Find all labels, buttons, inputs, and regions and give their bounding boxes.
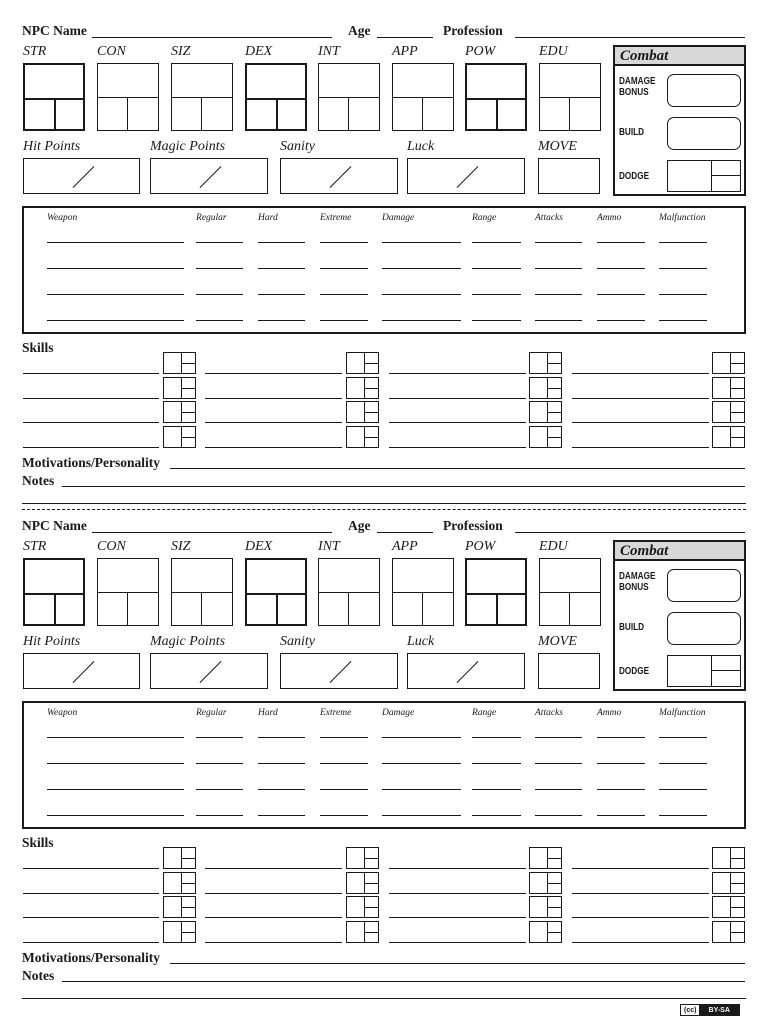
slash-divider — [72, 661, 94, 683]
stat-label: APP — [392, 44, 418, 59]
skill-value-box[interactable] — [529, 847, 562, 869]
weapon-cell-input[interactable] — [47, 775, 184, 790]
skill-name-input[interactable] — [389, 854, 526, 869]
motivations-input[interactable] — [170, 949, 745, 964]
skill-name-input[interactable] — [572, 879, 709, 894]
motivations-input[interactable] — [170, 454, 745, 469]
npc-name-label: NPC Name — [22, 518, 87, 533]
weapon-cell-input[interactable] — [597, 801, 645, 816]
weapon-column-header: Malfunction — [659, 708, 706, 718]
weapon-cell-input[interactable] — [196, 801, 243, 816]
notes-input[interactable] — [62, 472, 745, 487]
weapon-cell-input[interactable] — [659, 723, 707, 738]
stat-label: DEX — [245, 539, 273, 554]
weapon-cell-input[interactable] — [320, 775, 368, 790]
stat-label: INT — [318, 539, 340, 554]
damage-bonus-label — [619, 571, 655, 593]
skill-name-input[interactable] — [389, 928, 526, 943]
weapon-cell-input[interactable] — [597, 306, 645, 321]
motivations-label: Motivations/Personality — [22, 950, 160, 965]
profession-input[interactable] — [515, 23, 745, 38]
skill-name-input[interactable] — [205, 433, 342, 448]
dodge-box[interactable] — [667, 655, 741, 687]
combat-panel — [613, 540, 746, 691]
derived-label: MOVE — [538, 139, 577, 154]
weapon-column-header: Malfunction — [659, 213, 706, 223]
stat-box[interactable] — [171, 63, 233, 131]
weapon-cell-input[interactable] — [47, 254, 184, 269]
skill-value-box[interactable] — [529, 352, 562, 374]
weapon-column-header: Attacks — [535, 213, 563, 223]
weapon-cell-input[interactable] — [258, 228, 305, 243]
weapon-cell-input[interactable] — [597, 749, 645, 764]
weapon-column-header: Ammo — [597, 708, 622, 718]
derived-label: Magic Points — [150, 634, 226, 649]
stat-box[interactable] — [97, 63, 159, 131]
weapon-cell-input[interactable] — [472, 254, 521, 269]
derived-label: Sanity — [280, 139, 315, 154]
stat-box[interactable] — [392, 63, 454, 131]
skill-value-box[interactable] — [346, 377, 379, 399]
weapon-cell-input[interactable] — [320, 228, 368, 243]
skill-value-box[interactable] — [712, 847, 745, 869]
derived-box[interactable] — [23, 158, 140, 194]
skill-name-input[interactable] — [572, 854, 709, 869]
cc-logo-icon: (cc) — [684, 1006, 697, 1014]
weapon-column-header: Regular — [196, 213, 227, 223]
skill-name-input[interactable] — [205, 384, 342, 399]
skill-name-input[interactable] — [389, 384, 526, 399]
stat-box[interactable] — [318, 558, 380, 626]
stat-box[interactable] — [245, 63, 307, 131]
stat-label: DEX — [245, 44, 273, 59]
cc-license-badge — [680, 1004, 740, 1016]
skill-name-input[interactable] — [23, 903, 159, 918]
skill-value-box[interactable] — [346, 872, 379, 894]
skill-value-box[interactable] — [712, 872, 745, 894]
weapon-cell-input[interactable] — [659, 306, 707, 321]
weapon-cell-input[interactable] — [47, 801, 184, 816]
skill-name-input[interactable] — [572, 384, 709, 399]
stat-label: EDU — [539, 539, 568, 554]
skill-value-box[interactable] — [346, 352, 379, 374]
skill-value-box[interactable] — [529, 377, 562, 399]
build-box[interactable] — [667, 612, 741, 645]
damage-bonus-line2: BONUS — [619, 582, 649, 593]
weapon-cell-input[interactable] — [196, 723, 243, 738]
damage-bonus-label — [619, 76, 655, 98]
stat-label: EDU — [539, 44, 568, 59]
dodge-label: DODGE — [619, 666, 650, 677]
derived-label: Luck — [407, 634, 435, 649]
skill-value-box[interactable] — [163, 921, 196, 943]
weapon-cell-input[interactable] — [47, 749, 184, 764]
derived-box[interactable] — [407, 158, 525, 194]
weapon-column-header: Hard — [258, 213, 278, 223]
weapon-cell-input[interactable] — [382, 723, 461, 738]
profession-label: Profession — [443, 518, 503, 533]
derived-box[interactable] — [150, 653, 268, 689]
skill-value-box[interactable] — [163, 352, 196, 374]
weapon-cell-input[interactable] — [382, 749, 461, 764]
weapon-column-header: Extreme — [320, 213, 352, 223]
age-input[interactable] — [377, 518, 433, 533]
weapon-cell-input[interactable] — [258, 306, 305, 321]
weapon-cell-input[interactable] — [472, 775, 521, 790]
weapon-cell-input[interactable] — [382, 775, 461, 790]
weapon-cell-input[interactable] — [472, 280, 521, 295]
skill-value-box[interactable] — [163, 872, 196, 894]
derived-label: Sanity — [280, 634, 315, 649]
weapon-cell-input[interactable] — [320, 723, 368, 738]
derived-box[interactable] — [280, 653, 398, 689]
footer-rule — [22, 998, 746, 999]
stat-label: STR — [23, 44, 47, 59]
combat-title: Combat — [615, 542, 744, 561]
skill-name-input[interactable] — [205, 879, 342, 894]
weapon-cell-input[interactable] — [196, 280, 243, 295]
skill-name-input[interactable] — [23, 384, 159, 399]
skill-value-box[interactable] — [712, 401, 745, 423]
weapon-cell-input[interactable] — [472, 723, 521, 738]
slash-divider — [457, 166, 479, 188]
derived-box[interactable] — [23, 653, 140, 689]
stat-label: INT — [318, 44, 340, 59]
skill-name-input[interactable] — [389, 359, 526, 374]
damage-bonus-box[interactable] — [667, 569, 741, 602]
skills-label: Skills — [22, 340, 54, 355]
skill-value-box[interactable] — [346, 426, 379, 448]
weapon-column-header: Regular — [196, 708, 227, 718]
skill-value-box[interactable] — [346, 401, 379, 423]
weapon-column-header: Damage — [382, 708, 415, 718]
weapon-cell-input[interactable] — [659, 228, 707, 243]
weapon-cell-input[interactable] — [659, 749, 707, 764]
skill-value-box[interactable] — [712, 352, 745, 374]
notes-label: Notes — [22, 968, 55, 983]
skill-name-input[interactable] — [389, 433, 526, 448]
weapon-column-header: Hard — [258, 708, 278, 718]
weapon-cell-input[interactable] — [382, 801, 461, 816]
stat-box[interactable] — [539, 63, 601, 131]
weapon-column-header: Damage — [382, 213, 415, 223]
weapon-cell-input[interactable] — [258, 280, 305, 295]
damage-bonus-box[interactable] — [667, 74, 741, 107]
stat-box[interactable] — [465, 558, 527, 626]
skill-name-input[interactable] — [572, 359, 709, 374]
skill-value-box[interactable] — [163, 896, 196, 918]
stat-label: POW — [465, 539, 496, 554]
weapon-cell-input[interactable] — [472, 306, 521, 321]
damage-bonus-line2: BONUS — [619, 87, 649, 98]
slash-divider — [330, 661, 352, 683]
weapon-cell-input[interactable] — [597, 280, 645, 295]
npc-sheet-1 — [0, 0, 768, 500]
skill-value-box[interactable] — [163, 401, 196, 423]
derived-box[interactable] — [538, 158, 600, 194]
weapon-cell-input[interactable] — [196, 228, 243, 243]
skill-name-input[interactable] — [572, 433, 709, 448]
weapon-cell-input[interactable] — [47, 280, 184, 295]
profession-input[interactable] — [515, 518, 745, 533]
skill-value-box[interactable] — [163, 426, 196, 448]
skill-value-box[interactable] — [529, 872, 562, 894]
skill-name-input[interactable] — [23, 433, 159, 448]
weapon-cell-input[interactable] — [258, 723, 305, 738]
stat-label: SIZ — [171, 44, 191, 59]
stat-box[interactable] — [392, 558, 454, 626]
weapon-cell-input[interactable] — [659, 801, 707, 816]
weapon-cell-input[interactable] — [472, 801, 521, 816]
weapon-cell-input[interactable] — [659, 775, 707, 790]
skill-name-input[interactable] — [572, 903, 709, 918]
slash-divider — [457, 661, 479, 683]
weapon-cell-input[interactable] — [535, 280, 582, 295]
weapon-cell-input[interactable] — [320, 306, 368, 321]
weapon-cell-input[interactable] — [382, 280, 461, 295]
skill-value-box[interactable] — [346, 847, 379, 869]
damage-bonus-line1: DAMAGE — [619, 571, 656, 582]
skill-value-box[interactable] — [712, 921, 745, 943]
skill-value-box[interactable] — [529, 921, 562, 943]
weapon-cell-input[interactable] — [535, 801, 582, 816]
stat-box[interactable] — [97, 558, 159, 626]
stat-box[interactable] — [245, 558, 307, 626]
skill-value-box[interactable] — [529, 426, 562, 448]
stat-box[interactable] — [539, 558, 601, 626]
combat-panel — [613, 45, 746, 196]
weapon-column-header: Weapon — [47, 213, 78, 223]
stat-label: APP — [392, 539, 418, 554]
build-label: BUILD — [619, 127, 645, 138]
weapon-cell-input[interactable] — [535, 306, 582, 321]
stat-label: CON — [97, 44, 126, 59]
notes-label: Notes — [22, 473, 55, 488]
skill-value-box[interactable] — [529, 896, 562, 918]
build-box[interactable] — [667, 117, 741, 150]
skill-name-input[interactable] — [572, 928, 709, 943]
weapon-cell-input[interactable] — [382, 228, 461, 243]
weapon-cell-input[interactable] — [597, 775, 645, 790]
derived-label: Hit Points — [23, 139, 81, 154]
weapon-cell-input[interactable] — [320, 801, 368, 816]
weapon-cell-input[interactable] — [258, 254, 305, 269]
weapon-cell-input[interactable] — [597, 254, 645, 269]
weapon-cell-input[interactable] — [196, 775, 243, 790]
derived-box[interactable] — [407, 653, 525, 689]
weapon-cell-input[interactable] — [258, 775, 305, 790]
derived-box[interactable] — [150, 158, 268, 194]
skill-name-input[interactable] — [572, 408, 709, 423]
skill-name-input[interactable] — [23, 359, 159, 374]
weapon-cell-input[interactable] — [320, 749, 368, 764]
weapon-cell-input[interactable] — [196, 306, 243, 321]
age-input[interactable] — [377, 23, 433, 38]
motivations-label: Motivations/Personality — [22, 455, 160, 470]
skill-name-input[interactable] — [205, 408, 342, 423]
stat-label: STR — [23, 539, 47, 554]
derived-label: Hit Points — [23, 634, 81, 649]
weapon-cell-input[interactable] — [47, 723, 184, 738]
weapon-column-header: Weapon — [47, 708, 78, 718]
slash-divider — [330, 166, 352, 188]
derived-box[interactable] — [538, 653, 600, 689]
stat-box[interactable] — [318, 63, 380, 131]
notes-input[interactable] — [62, 967, 745, 982]
skill-name-input[interactable] — [389, 903, 526, 918]
skills-label: Skills — [22, 835, 54, 850]
weapon-cell-input[interactable] — [535, 723, 582, 738]
weapon-cell-input[interactable] — [597, 228, 645, 243]
weapon-cell-input[interactable] — [659, 254, 707, 269]
weapon-cell-input[interactable] — [258, 801, 305, 816]
stat-box[interactable] — [171, 558, 233, 626]
skill-value-box[interactable] — [712, 377, 745, 399]
skill-value-box[interactable] — [346, 921, 379, 943]
skill-value-box[interactable] — [712, 896, 745, 918]
weapon-cell-input[interactable] — [320, 254, 368, 269]
skill-name-input[interactable] — [389, 408, 526, 423]
npc-name-label: NPC Name — [22, 23, 87, 38]
weapon-cell-input[interactable] — [382, 254, 461, 269]
skill-value-box[interactable] — [163, 847, 196, 869]
stat-label: SIZ — [171, 539, 191, 554]
weapon-column-header: Attacks — [535, 708, 563, 718]
weapon-column-header: Range — [472, 213, 497, 223]
damage-bonus-line1: DAMAGE — [619, 76, 656, 87]
skill-name-input[interactable] — [389, 879, 526, 894]
build-label: BUILD — [619, 622, 645, 633]
slash-divider — [72, 166, 94, 188]
license-terms: BY-SA — [699, 1005, 739, 1015]
weapon-cell-input[interactable] — [659, 280, 707, 295]
stat-box[interactable] — [23, 63, 85, 131]
stat-label: CON — [97, 539, 126, 554]
derived-label: Luck — [407, 139, 435, 154]
weapon-cell-input[interactable] — [472, 228, 521, 243]
weapon-cell-input[interactable] — [320, 280, 368, 295]
weapon-column-header: Ammo — [597, 213, 622, 223]
dodge-label: DODGE — [619, 171, 650, 182]
weapon-cell-input[interactable] — [47, 306, 184, 321]
stat-box[interactable] — [465, 63, 527, 131]
profession-label: Profession — [443, 23, 503, 38]
npc-name-input[interactable] — [92, 518, 332, 533]
age-label: Age — [348, 518, 371, 533]
skill-name-input[interactable] — [205, 903, 342, 918]
skill-value-box[interactable] — [346, 896, 379, 918]
stat-label: POW — [465, 44, 496, 59]
slash-divider — [200, 166, 222, 188]
skill-value-box[interactable] — [529, 401, 562, 423]
derived-label: MOVE — [538, 634, 577, 649]
stat-box[interactable] — [23, 558, 85, 626]
skill-value-box[interactable] — [163, 377, 196, 399]
weapon-column-header: Range — [472, 708, 497, 718]
slash-divider — [200, 661, 222, 683]
npc-name-input[interactable] — [92, 23, 332, 38]
cut-line-separator — [22, 509, 746, 510]
weapon-cell-input[interactable] — [535, 775, 582, 790]
skill-name-input[interactable] — [205, 854, 342, 869]
skill-value-box[interactable] — [712, 426, 745, 448]
weapon-cell-input[interactable] — [535, 254, 582, 269]
npc-sheet-2 — [0, 495, 768, 995]
skill-name-input[interactable] — [23, 408, 159, 423]
age-label: Age — [348, 23, 371, 38]
weapon-cell-input[interactable] — [47, 228, 184, 243]
skill-name-input[interactable] — [23, 854, 159, 869]
skill-name-input[interactable] — [205, 359, 342, 374]
weapon-cell-input[interactable] — [472, 749, 521, 764]
combat-title: Combat — [615, 47, 744, 66]
weapon-cell-input[interactable] — [196, 254, 243, 269]
weapon-column-header: Extreme — [320, 708, 352, 718]
weapon-cell-input[interactable] — [258, 749, 305, 764]
weapon-cell-input[interactable] — [382, 306, 461, 321]
derived-label: Magic Points — [150, 139, 226, 154]
dodge-box[interactable] — [667, 160, 741, 192]
weapon-cell-input[interactable] — [196, 749, 243, 764]
derived-box[interactable] — [280, 158, 398, 194]
skill-name-input[interactable] — [23, 928, 159, 943]
weapon-cell-input[interactable] — [535, 749, 582, 764]
weapon-cell-input[interactable] — [597, 723, 645, 738]
skill-name-input[interactable] — [23, 879, 159, 894]
weapon-cell-input[interactable] — [535, 228, 582, 243]
skill-name-input[interactable] — [205, 928, 342, 943]
